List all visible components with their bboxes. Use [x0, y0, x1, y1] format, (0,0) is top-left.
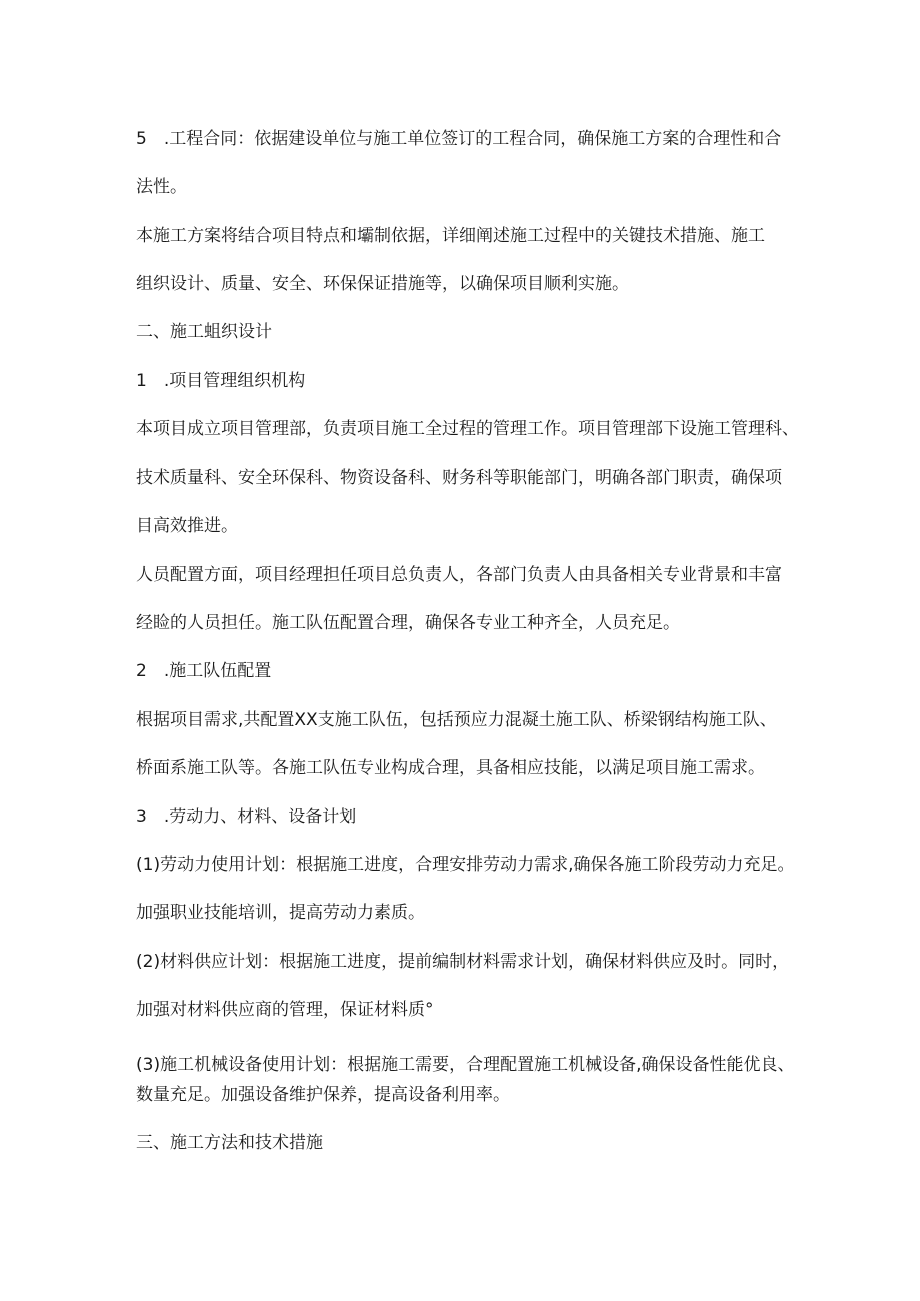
paragraph-line: 5 .工程合同：依据建设单位与施工单位签订的工程合同，确保施工方案的合理性和合	[136, 129, 782, 149]
paragraph-line: 数量充足。加强设备维护保养，提高设备利用率。	[136, 1085, 510, 1105]
subsection-heading: 2 .施工队伍配置	[136, 661, 272, 681]
paragraph-line: 人员配置方面，项目经理担任项目总负责人，各部门负责人由具备相关专业背景和丰富	[136, 565, 782, 585]
paragraph-line: 根据项目需求,共配置XX支施工队伍，包括预应力混凝土施工队、桥梁钢结构施工队、	[136, 710, 777, 730]
paragraph-line: (2)材料供应计划：根据施工进度，提前编制材料需求计划，确保材料供应及时。同时，	[136, 952, 790, 972]
paragraph-line: 本项目成立项目管理部，负责项目施工全过程的管理工作。项目管理部下设施工管理科、	[136, 419, 799, 439]
paragraph-line: 技术质量科、安全环保科、物资设备科、财务科等职能部门，明确各部门职责，确保项	[136, 468, 782, 488]
paragraph-line: (1)劳动力使用计划：根据施工进度，合理安排劳动力需求,确保各施工阶段劳动力充足。	[136, 855, 795, 875]
subsection-heading: 1 .项目管理组织机构	[136, 371, 306, 391]
paragraph-line: 目高效推进。	[136, 516, 238, 536]
paragraph-line: 法性。	[136, 177, 187, 197]
paragraph-line: 桥面系施工队等。各施工队伍专业构成合理，具备相应技能，以满足项目施工需求。	[136, 758, 765, 778]
paragraph-line: 加强职业技能培训，提高劳动力素质。	[136, 903, 425, 923]
paragraph-line: 组织设计、质量、安全、环保保证措施等，以确保项目顺利实施。	[136, 274, 629, 294]
paragraph-line: 加强对材料供应商的管理，保证材料质°	[136, 1000, 434, 1020]
section-heading: 三、施工方法和技术措施	[136, 1133, 323, 1153]
subsection-heading: 3 .劳动力、材料、设备计划	[136, 807, 357, 827]
paragraph-line: (3)施工机械设备使用计划：根据施工需要，合理配置施工机械设备,确保设备性能优良、	[136, 1055, 795, 1075]
section-heading: 二、施工蛆织设计	[136, 322, 272, 342]
paragraph-line: 经睑的人员担任。施工队伍配置合理，确保各专业工种齐全，人员充足。	[136, 613, 680, 633]
paragraph-line: 本施工方案将结合项目特点和壩制依据，详细阐述施工过程中的关键技术措施、施工	[136, 226, 765, 246]
